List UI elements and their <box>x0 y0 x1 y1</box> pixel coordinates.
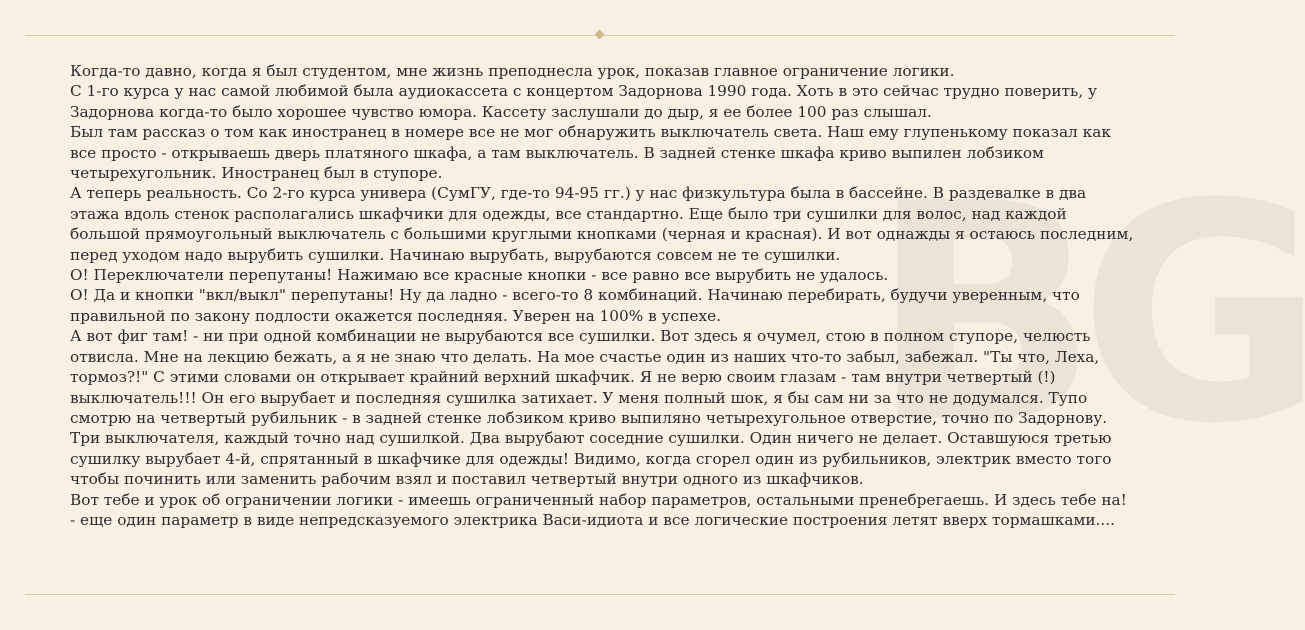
article-paragraph: А вот фиг там! - ни при одной комбинации не вырубаются все сушилки. Вот здесь я очумел, стою в полном ступоре, челюсть отвисла. Мне на лекцию бежать, а я не знаю что делать. На мое счастье один из наших что-то забыл, забежал. "Ты что, Леха, тормоз?!" С этими словами он открывает крайний верхний шкафчик. Я не верю своим глазам - там внутри четвертый (!) выключатель!!! Он его вырубает и последняя сушилка затихает. У меня полный шок, я бы сам ни за что не додумался. Тупо смотрю на четвертый рубильник - в задней стенке лобзиком криво выпиляно четырехугольное отверстие, точно по Задорнову. Три выключателя, каждый точно над сушилкой. Два вырубают соседние сушилки. Один ничего не делает. Оставшуюся третью сушилку вырубает 4-й, спрятанный в шкафчике для одежды! Видимо, когда сгорел один из рубильников, электрик вместо того чтобы починить или заменить рабочим взял и поставил четвертый внутри одного из шкафчиков. <box>70 327 1112 489</box>
bottom-divider <box>25 594 1175 595</box>
divider-ornament-icon <box>595 30 605 40</box>
article-paragraph: Когда-то давно, когда я был студентом, мне жизнь преподнесла урок, показав главное ограничение логики. <box>70 62 955 80</box>
article-paragraph: С 1-го курса у нас самой любимой была аудиокассета с концертом Задорнова 1990 года. Хоть в это сейчас трудно поверить, у Задорнова когда-то было хорошее чувство юмора. Кассету заслушали до дыр, я ее более 100 раз слышал. <box>70 82 1098 121</box>
article-paragraph: Был там рассказ о том как иностранец в номере все не мог обнаружить выключатель света. Наш ему глупенькому показал как все просто - открываешь дверь платяного шкафа, а там выключатель. В задней стенке шкафа криво выпилен лобзиком четырехугольник. Иностранец был в ступоре. <box>70 123 1111 183</box>
watermark-logo: BG <box>870 140 1305 489</box>
article-body <box>70 61 1135 530</box>
article-paragraph: О! Да и кнопки "вкл/выкл" перепутаны! Ну да ладно - всего-то 8 комбинаций. Начинаю перебирать, будучи уверенным, что правильной по закону подлости окажется последняя. Уверен на 100% в успехе. <box>70 286 1080 325</box>
article-paragraph: Вот тебе и урок об ограничении логики - имеешь ограниченный набор параметров, остальными пренебрегаешь. И здесь тебе на! - еще один параметр в виде непредсказуемого электрика Васи-идиота и все логические построения летят вверх тормашками.... <box>70 490 1127 529</box>
article-paragraph: А теперь реальность. Со 2-го курса универа (СумГУ, где-то 94-95 гг.) у нас физкультура была в бассейне. В раздевалке в два этажа вдоль стенок располагались шкафчики для одежды, все стандартно. Еще было три сушилки для волос, над каждой большой прямоугольный выключатель с большими круглыми кнопками (черная и красная). И вот однажды я остаюсь последним, перед уходом надо вырубить сушилки. Начинаю вырубать, вырубаются совсем не те сушилки. <box>70 184 1134 264</box>
article-paragraph: О! Переключатели перепутаны! Нажимаю все красные кнопки - все равно все вырубить не удалось. <box>70 266 889 285</box>
